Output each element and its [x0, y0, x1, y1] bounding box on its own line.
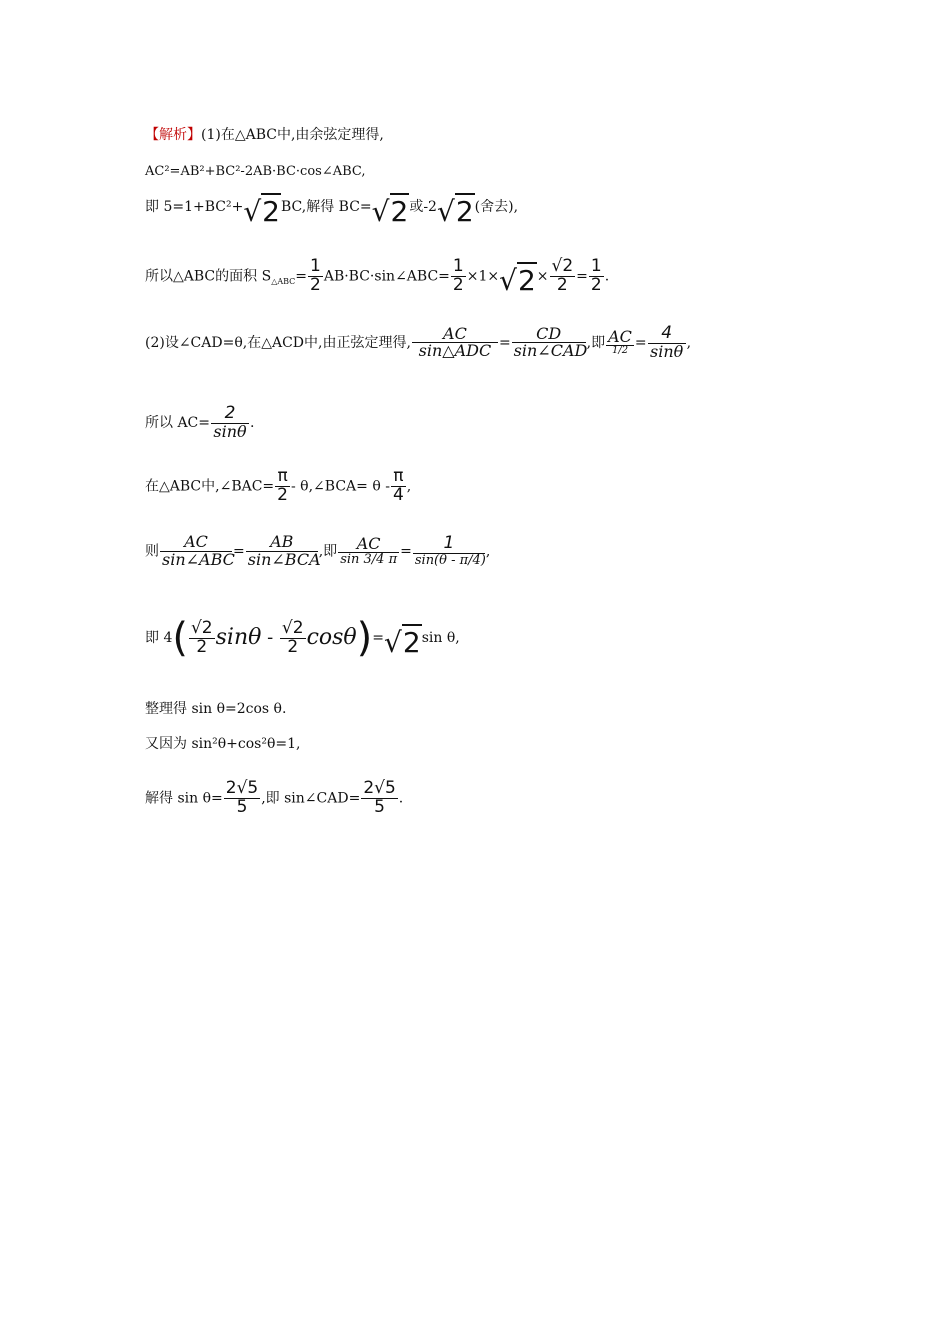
- sqrt-two: √2: [436, 195, 474, 228]
- text-segment: ×: [536, 268, 549, 285]
- equals: =: [233, 543, 245, 560]
- equals: =: [400, 543, 412, 560]
- law-of-sines-acd-line: [145, 325, 691, 361]
- text-segment: ,即: [318, 543, 338, 560]
- fraction-ac-over-sin-abc: $\frac{AC}{\text{sin∠ABC}}$: [162, 532, 235, 569]
- ac-result-line: [145, 405, 254, 441]
- text-segment: =: [576, 268, 588, 285]
- fraction-half: $\frac{1}{2}$: [310, 256, 321, 295]
- text-segment: ×1×: [466, 268, 500, 285]
- solve-bc-line: [145, 195, 519, 228]
- sqrt-two: √2: [384, 626, 421, 659]
- text-segment: - θ,∠BCA= θ -: [291, 478, 390, 495]
- text-segment: ,: [686, 334, 692, 351]
- fraction-4-over-sin-theta: $\frac{4}{\sin\theta}$: [648, 325, 686, 361]
- text-segment: ,即: [586, 334, 606, 351]
- text-segment: 则: [145, 543, 159, 560]
- text-segment: BC,解得 BC=: [281, 199, 372, 215]
- sin-theta-term: sinθ: [215, 625, 262, 650]
- fraction-pi-over-4: $\frac{\pi}{4}$: [392, 466, 404, 505]
- law-of-cosines-line: AC²=AB²+BC²-2AB·BC·cos∠ABC,: [145, 164, 366, 179]
- identity-line: 又因为 sin²θ+cos²θ=1,: [145, 736, 301, 752]
- equals: =: [372, 630, 385, 646]
- fraction-cd-over-sin-cad: $\frac{CD}{\text{sin∠CAD}}$: [513, 323, 588, 361]
- fraction-2root5-over-5: $\frac{2√5}{5}$: [225, 778, 259, 817]
- sqrt-two: √2: [371, 195, 409, 228]
- fraction-ab-over-sin-bca: $\frac{AB}{\text{sin∠BCA}}$: [247, 532, 321, 569]
- text-segment: =: [295, 268, 307, 285]
- equals: =: [634, 334, 647, 351]
- fraction-ac-over-half: $\frac{AC}{1/2}$: [608, 326, 632, 357]
- simplify-line: 整理得 sin θ=2cos θ.: [145, 701, 287, 717]
- area-line: [145, 256, 610, 298]
- text-segment: .: [398, 790, 404, 807]
- fraction-half: $\frac{1}{2}$: [452, 256, 464, 295]
- fraction-half: $\frac{1}{2}$: [590, 256, 602, 295]
- subscript: △ABC: [271, 277, 296, 287]
- text-segment: .: [250, 414, 255, 431]
- angles-line: [145, 468, 411, 505]
- text-segment: 即 5=1+BC²+: [145, 199, 244, 215]
- fraction-root2-over-2: $\frac{√2}{2}$: [281, 617, 304, 657]
- right-paren: ): [356, 615, 373, 661]
- text-segment: 所以△ABC的面积 S: [145, 268, 272, 285]
- sqrt-two: √2: [499, 264, 536, 298]
- expansion-line: [145, 615, 460, 661]
- text-segment: sin θ,: [421, 630, 460, 646]
- text-segment: ,: [485, 543, 491, 560]
- text-segment: .: [604, 268, 610, 285]
- analysis-tag: 【解析】: [145, 127, 201, 143]
- text-segment: 解得 sin θ=: [145, 790, 223, 807]
- final-answer-line: [145, 780, 403, 817]
- fraction-ac-over-sin-adc: $\frac{AC}{\text{sin△ADC}}$: [412, 326, 498, 361]
- fraction-2root5-over-5: $\frac{2√5}{5}$: [363, 778, 396, 817]
- fraction-pi-over-2: $\frac{\pi}{2}$: [277, 466, 288, 505]
- text-segment: ,即 sin∠CAD=: [261, 790, 361, 807]
- text-segment: AB·BC·sin∠ABC=: [323, 268, 450, 285]
- text-segment: (2)设∠CAD=θ,在△ACD中,由正弦定理得,: [145, 334, 411, 351]
- equals: =: [498, 334, 511, 351]
- text-segment: 或-2: [409, 199, 437, 215]
- text-segment: 即 4: [145, 630, 173, 646]
- part1-intro: (1)在△ABC中,由余弦定理得,: [201, 127, 384, 143]
- cos-theta-term: cosθ: [306, 625, 357, 650]
- fraction-ac-over-sin-three-quarter-pi: $\frac{AC}{\sin 3/4 \pi}$: [340, 533, 398, 568]
- sqrt-two: √2: [243, 195, 280, 228]
- law-of-sines-abc-line: [145, 534, 490, 569]
- fraction-root2-over-2: $\frac{√2}{2}$: [551, 256, 574, 295]
- fraction-1-over-sin-theta-minus-pi-4: $\frac{1}{\sin(\theta - \pi/4)}$: [414, 533, 486, 568]
- fraction-2-over-sin-theta: $\frac{2}{\sin\theta}$: [211, 405, 249, 441]
- text-segment: (舍去),: [474, 199, 519, 215]
- text-segment: 在△ABC中,∠BAC=: [145, 478, 275, 495]
- left-paren: (: [172, 615, 188, 661]
- solution-heading-line: [145, 128, 384, 142]
- minus-sign: -: [261, 627, 279, 648]
- fraction-root2-over-2: $\frac{√2}{2}$: [190, 617, 213, 657]
- text-segment: 所以 AC=: [145, 414, 211, 431]
- text-segment: ,: [406, 478, 412, 495]
